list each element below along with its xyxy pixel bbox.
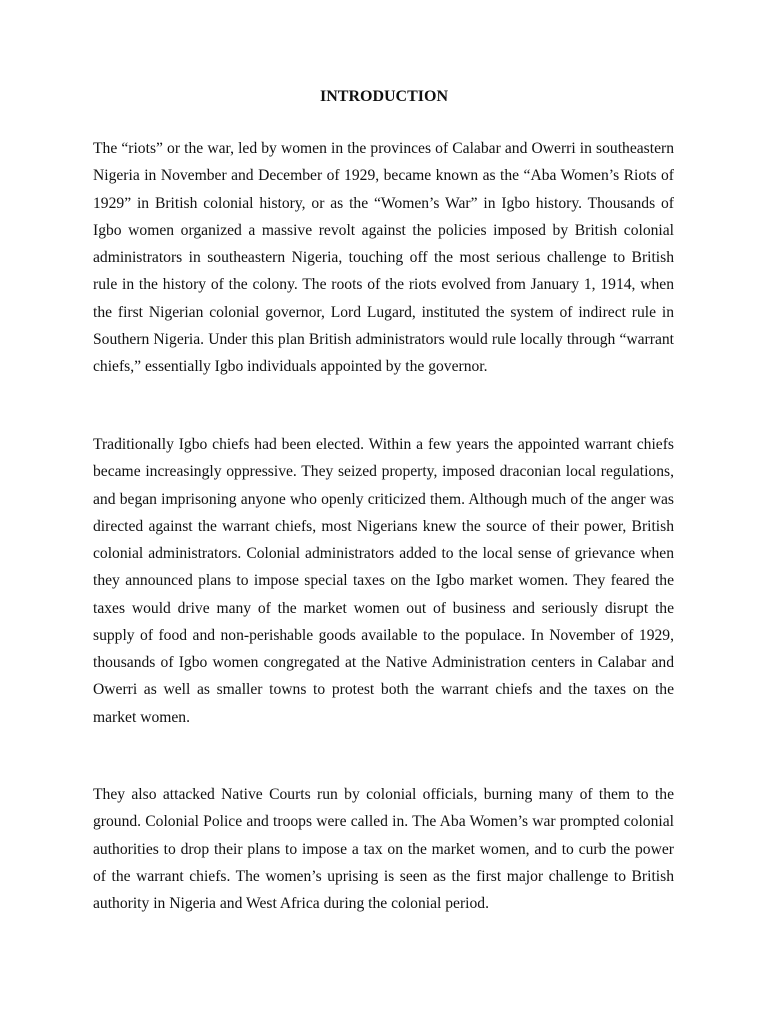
page-title: INTRODUCTION [319, 88, 448, 105]
paragraph-3: They also attacked Native Courts run by colonial officials, burning many of them to the ground. Colonial Police and troops were called in. The Aba Women’s war prompted colonial authorities to drop their plans to impose a tax on the market women, and to curb the power of the warrant chiefs. The women’s uprising is seen as the first major challenge to British authority in Nigeria and West Africa during the colonial period. [93, 786, 674, 912]
paragraph-2: Traditionally Igbo chiefs had been elected. Within a few years the appointed warrant chiefs became increasingly oppressive. They seized property, imposed draconian local regulations, and began imprisoning anyone who openly criticized them. Although much of the anger was directed against the warrant chiefs, most Nigerians knew the source of their power, British colonial administrators. Colonial administrators added to the local sense of grievance when they announced plans to impose special taxes on the Igbo market women. They feared the taxes would drive many of the market women out of business and seriously disrupt the supply of food and non-perishable goods available to the populace. In November of 1929, thousands of Igbo women congregated at the Native Administration centers in Calabar and Owerri as well as smaller towns to protest both the warrant chiefs and the taxes on the market women. [93, 436, 674, 726]
paragraph-1: The “riots” or the war, led by women in the provinces of Calabar and Owerri in southeastern Nigeria in November and December of 1929, became known as the “Aba Women’s Riots of 1929” in British colonial history, or as the “Women’s War” in Igbo history. Thousands of Igbo women organized a massive revolt against the policies imposed by British colonial administrators in southeastern Nigeria, touching off the most serious challenge to British rule in the history of the colony. The roots of the riots evolved from January 1, 1914, when the first Nigerian colonial governor, Lord Lugard, instituted the system of indirect rule in Southern Nigeria. Under this plan British administrators would rule locally through “warrant chiefs,” essentially Igbo individuals appointed by the governor. [93, 140, 674, 375]
